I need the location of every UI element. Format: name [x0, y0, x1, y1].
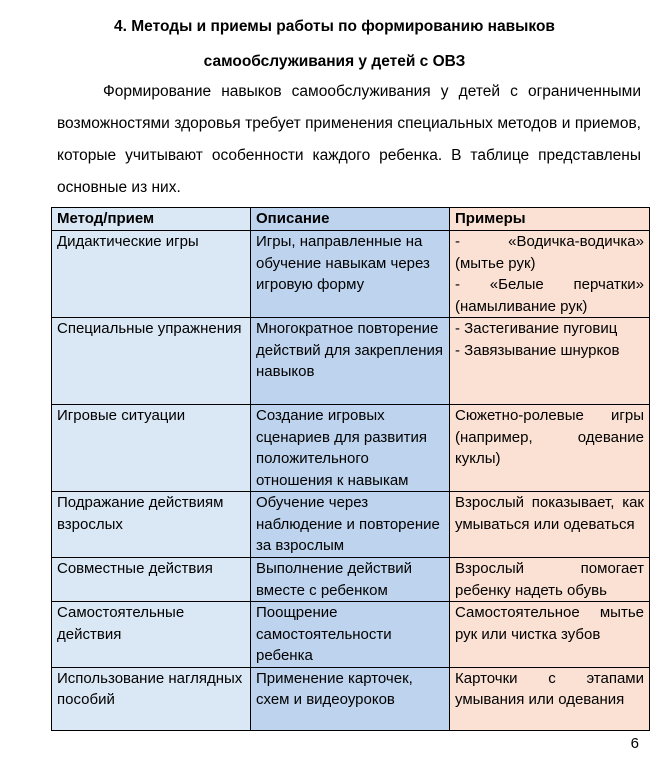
method-cell: Совместные действия — [52, 558, 251, 602]
header-examples: Примеры — [450, 208, 650, 231]
examples-cell — [450, 405, 650, 492]
table-row — [52, 667, 650, 730]
example-item: Взрослый помогает ребенку надеть обувь — [455, 560, 644, 599]
example-item: Сюжетно-ролевые игры (например, одевание куклы) — [455, 407, 644, 467]
examples-cell — [450, 492, 650, 558]
method-cell: Самостоятельные действия — [52, 602, 251, 668]
methods-table — [51, 207, 650, 731]
examples-cell — [450, 231, 650, 318]
examples-cell — [450, 558, 650, 602]
example-item: - Застегивание пуговиц — [455, 320, 618, 337]
description-cell: Многократное повторение действий для закрепления навыков — [251, 318, 450, 405]
example-item: - «Водичка-водичка» (мытье рук) — [455, 233, 644, 272]
page-number: 6 — [630, 735, 639, 752]
examples-cell — [450, 667, 650, 730]
method-cell: Специальные упражнения — [52, 318, 251, 405]
method-cell: Подражание действиям взрослых — [52, 492, 251, 558]
table-row — [52, 602, 650, 668]
example-item: - «Белые перчатки» (намыливание рук) — [455, 276, 644, 315]
description-cell: Создание игровых сценариев для развития положительного отношения к навыкам — [251, 405, 450, 492]
table-row — [52, 405, 650, 492]
method-cell: Игровые ситуации — [52, 405, 251, 492]
section-title-line1: 4. Методы и приемы работы по формированию навыков — [114, 18, 555, 35]
example-item: - Завязывание шнурков — [455, 341, 620, 359]
table-row — [52, 492, 650, 558]
examples-cell — [450, 318, 650, 405]
section-title-line2: самообслуживания у детей с ОВЗ — [203, 53, 466, 70]
intro-paragraph: Формирование навыков самообслуживания у детей с ограниченными возможностями здоровья требует применения специальных методов и приемов, которые учитывают особенности каждого ребенка. В таблице представлены основные из них. — [57, 83, 641, 196]
method-cell: Использование наглядных пособий — [52, 667, 251, 730]
table-header-row — [52, 208, 650, 231]
header-description: Описание — [251, 208, 450, 231]
table-row — [52, 318, 650, 405]
description-cell: Применение карточек, схем и видеоуроков — [251, 667, 450, 730]
examples-cell — [450, 602, 650, 668]
table-row — [52, 558, 650, 602]
description-cell: Игры, направленные на обучение навыкам через игровую форму — [251, 231, 450, 318]
example-item: Карточки с этапами умывания или одевания — [455, 669, 644, 708]
method-cell: Дидактические игры — [52, 231, 251, 318]
example-item: Самостоятельное мытье рук или чистка зубов — [455, 604, 644, 643]
header-method: Метод/прием — [52, 208, 251, 231]
example-item: Взрослый показывает, как умываться или одеваться — [455, 494, 644, 533]
description-cell: Обучение через наблюдение и повторение за взрослым — [251, 492, 450, 558]
description-cell: Поощрение самостоятельности ребенка — [251, 602, 450, 668]
table-row — [52, 231, 650, 318]
description-cell: Выполнение действий вместе с ребенком — [251, 558, 450, 602]
